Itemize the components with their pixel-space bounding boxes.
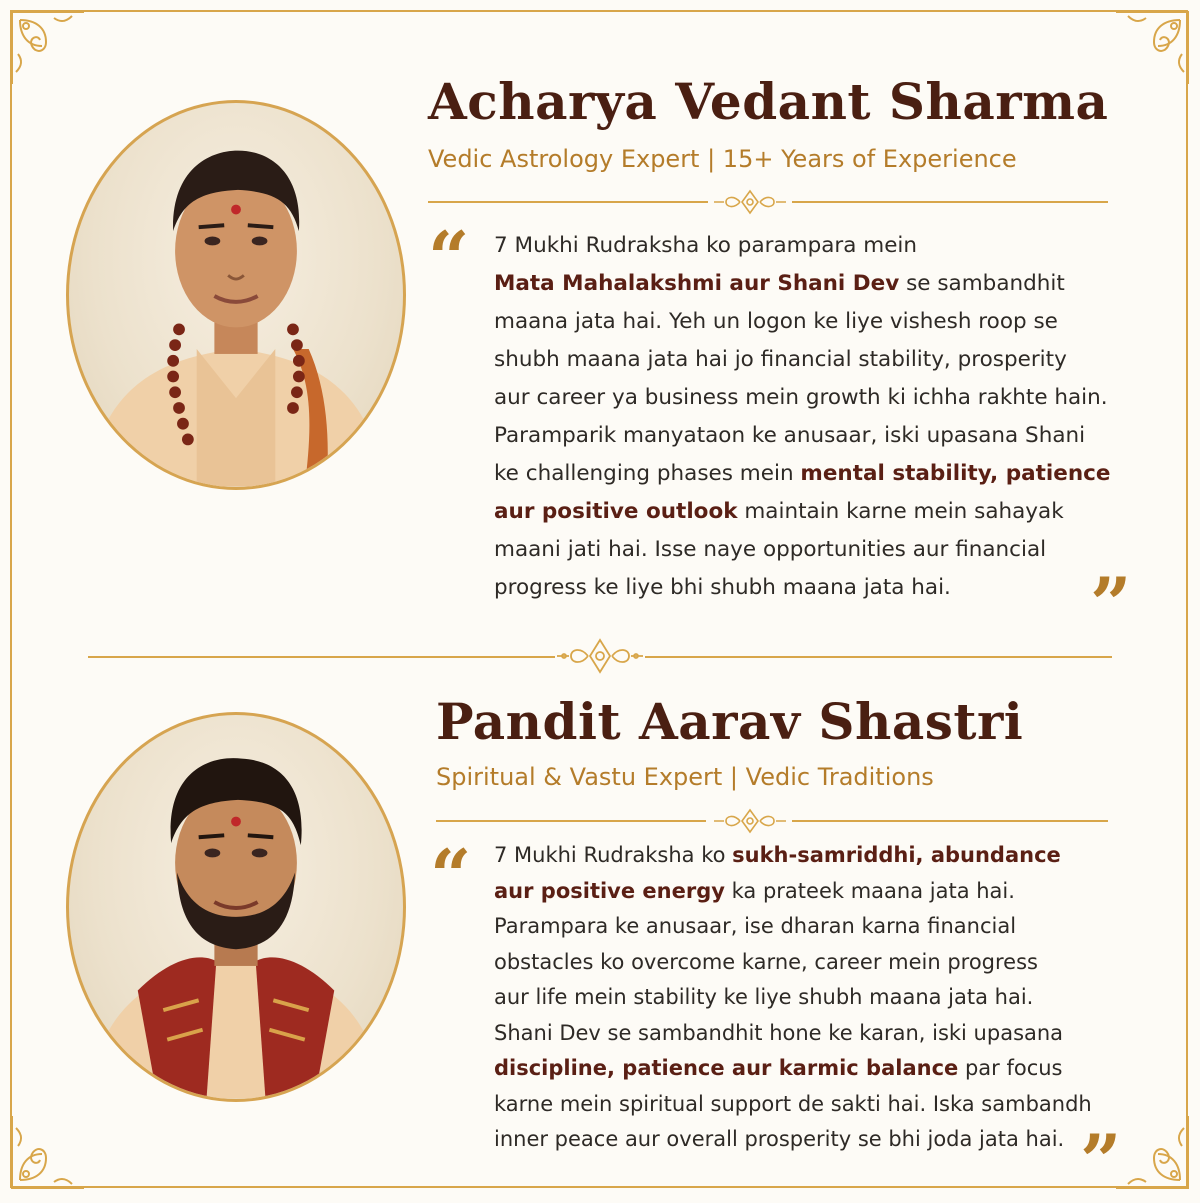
portrait-image-icon <box>69 715 403 1099</box>
quote-text-run: Parampara ke anusaar, ise dharan karna financial <box>494 914 1017 938</box>
quote-line <box>494 838 1104 874</box>
quote-line <box>494 1122 1104 1158</box>
quote-text-run: aur life mein stability ke liye shubh maana jata hai. <box>494 985 1034 1009</box>
quote-line <box>494 455 1124 493</box>
close-quote-icon: ” <box>1080 1118 1122 1203</box>
quote-text-run: shubh maana jata hai jo financial stability, prosperity <box>494 347 1067 372</box>
quote-text-run: progress ke liye bhi shubh maana jata hai. <box>494 575 951 600</box>
expert-quote-text <box>494 227 1124 607</box>
quote-text-run: ke challenging phases mein <box>494 461 801 486</box>
quote-line <box>494 303 1124 341</box>
quote-text-run: par focus <box>958 1056 1063 1080</box>
expert-portrait-2 <box>66 712 406 1102</box>
quote-line <box>494 1087 1104 1123</box>
flourish-ornament-icon <box>710 189 790 215</box>
quote-line <box>494 531 1124 569</box>
quote-line <box>494 227 1124 265</box>
title-rule <box>436 820 706 822</box>
highlighted-phrase: aur positive energy <box>494 878 725 903</box>
quote-line <box>494 417 1124 455</box>
quote-text-run: 7 Mukhi Rudraksha ko <box>494 843 733 867</box>
open-quote-icon: “ <box>428 215 470 300</box>
quote-text-run: Paramparik manyataon ke anusaar, iski upasana Shani <box>494 423 1086 448</box>
quote-line <box>494 874 1104 910</box>
expert-name: Pandit Aarav Shastri <box>436 692 1024 751</box>
quote-line <box>494 493 1124 531</box>
quote-text-run: maintain karne mein sahayak <box>737 499 1064 524</box>
quote-line <box>494 1016 1104 1052</box>
expert-section-2 <box>0 660 1200 1203</box>
quote-line <box>494 909 1104 945</box>
quote-text-run: obstacles ko overcome karne, career mein progress <box>494 949 1038 974</box>
close-quote-icon: ” <box>1090 561 1132 646</box>
highlighted-phrase: aur positive outlook <box>494 499 738 524</box>
quote-line <box>494 1051 1104 1087</box>
expert-name: Acharya Vedant Sharma <box>428 72 1109 131</box>
quote-line <box>494 265 1124 303</box>
highlighted-phrase: sukh-samriddhi, abundance <box>732 843 1061 867</box>
open-quote-icon: “ <box>430 833 472 918</box>
quote-line <box>494 945 1104 981</box>
portrait-image-icon <box>69 103 403 487</box>
expert-quote-text <box>494 838 1104 1158</box>
highlighted-phrase: discipline, patience aur karmic balance <box>494 1056 959 1080</box>
expert-portrait-1 <box>66 100 406 490</box>
highlighted-phrase: Mata Mahalakshmi aur Shani Dev <box>494 271 900 296</box>
quote-line <box>494 341 1124 379</box>
quote-text-run: karne mein spiritual support de sakti hai. Iska sambandh <box>494 1091 1092 1116</box>
title-rule <box>792 820 1108 822</box>
quote-text-run: ka prateek maana jata hai. <box>724 878 1015 903</box>
expert-subtitle: Spiritual & Vastu Expert | Vedic Traditions <box>436 763 934 791</box>
quote-text-run: maana jata hai. Yeh un logon ke liye vishesh roop se <box>494 309 1058 334</box>
quote-text-run: maani jati hai. Isse naye opportunities aur financial <box>494 537 1047 562</box>
quote-text-run: se sambandhit <box>899 271 1065 296</box>
highlighted-phrase: mental stability, patience <box>800 461 1111 486</box>
quote-line <box>494 569 1124 607</box>
quote-line <box>494 980 1104 1016</box>
quote-text-run: inner peace aur overall prosperity se bhi joda jata hai. <box>494 1127 1065 1151</box>
title-rule <box>428 201 708 203</box>
quote-line <box>494 379 1124 417</box>
quote-text-run: aur career ya business mein growth ki ichha rakhte hain. <box>494 385 1108 410</box>
quote-text-run: 7 Mukhi Rudraksha ko parampara mein <box>494 233 918 258</box>
title-rule <box>792 201 1108 203</box>
flourish-ornament-icon <box>710 808 790 834</box>
expert-subtitle: Vedic Astrology Expert | 15+ Years of Experience <box>428 145 1017 173</box>
quote-text-run: Shani Dev se sambandhit hone ke karan, iski upasana <box>494 1020 1064 1045</box>
